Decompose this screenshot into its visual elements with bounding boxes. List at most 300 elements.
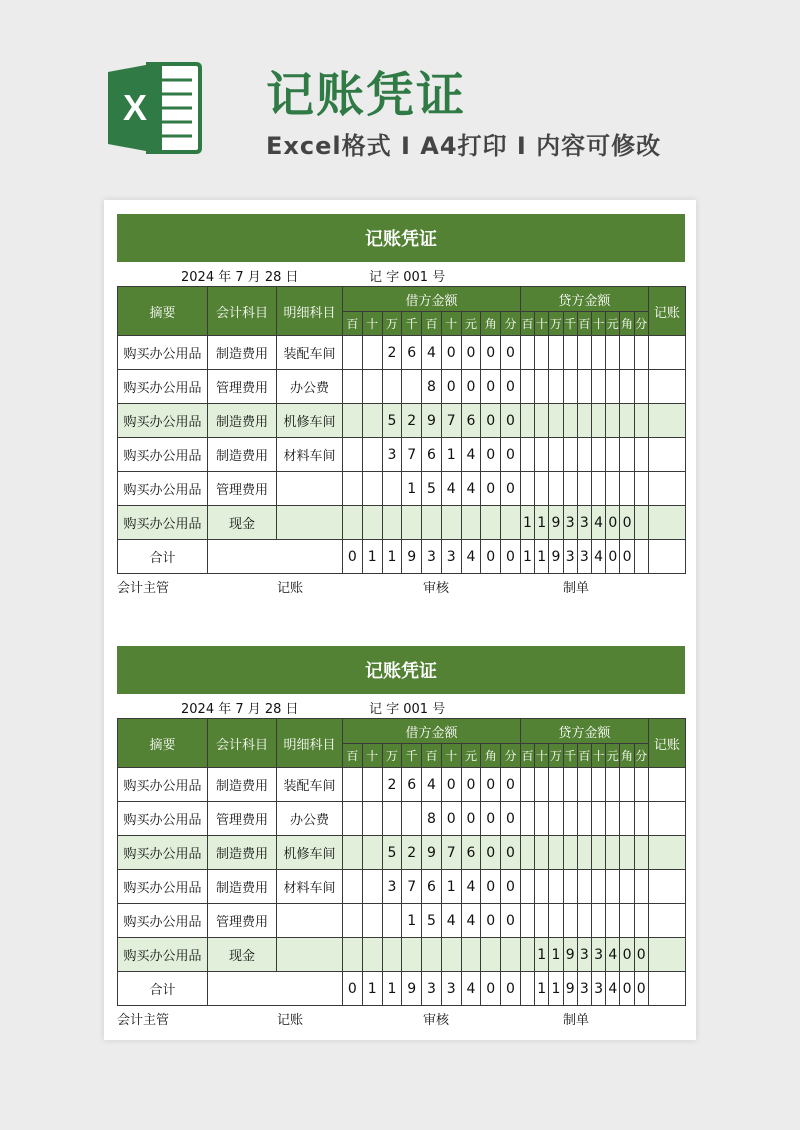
cell-credit-digit[interactable] [634, 802, 648, 836]
cell-debit-digit[interactable] [382, 472, 402, 506]
cell-credit-digit[interactable] [577, 836, 591, 870]
cell-credit-digit[interactable] [577, 404, 591, 438]
total-credit-digit[interactable]: 1 [520, 540, 534, 574]
total-credit-digit[interactable] [634, 540, 648, 574]
cell-credit-digit[interactable] [634, 438, 648, 472]
cell-debit-digit[interactable]: 6 [461, 404, 481, 438]
cell-credit-digit[interactable] [535, 904, 549, 938]
cell-debit-digit[interactable]: 0 [501, 870, 521, 904]
cell-debit-digit[interactable]: 0 [501, 904, 521, 938]
cell-credit-digit[interactable] [591, 836, 605, 870]
cell-credit-digit[interactable] [549, 768, 563, 802]
cell-debit-digit[interactable]: 4 [461, 472, 481, 506]
cell-debit-digit[interactable] [382, 904, 402, 938]
cell-detail[interactable] [277, 506, 343, 540]
cell-debit-digit[interactable]: 0 [481, 870, 501, 904]
cell-credit-digit[interactable]: 4 [606, 938, 620, 972]
cell-credit-digit[interactable] [634, 904, 648, 938]
cell-credit-digit[interactable]: 1 [549, 938, 563, 972]
cell-credit-digit[interactable] [577, 802, 591, 836]
cell-credit-digit[interactable] [549, 438, 563, 472]
cell-debit-digit[interactable] [402, 802, 422, 836]
cell-summary[interactable]: 购买办公用品 [118, 904, 208, 938]
total-debit-digit[interactable]: 4 [461, 540, 481, 574]
cell-debit-digit[interactable]: 0 [481, 404, 501, 438]
cell-debit-digit[interactable]: 0 [441, 802, 461, 836]
cell-debit-digit[interactable] [382, 370, 402, 404]
total-debit-digit[interactable]: 3 [441, 972, 461, 1006]
cell-credit-digit[interactable] [549, 904, 563, 938]
cell-posted[interactable] [648, 404, 685, 438]
cell-credit-digit[interactable]: 0 [620, 506, 634, 540]
cell-summary[interactable]: 购买办公用品 [118, 938, 208, 972]
total-debit-digit[interactable]: 1 [382, 972, 402, 1006]
cell-detail[interactable]: 装配车间 [277, 336, 343, 370]
total-credit-digit[interactable]: 9 [549, 540, 563, 574]
cell-credit-digit[interactable]: 0 [620, 938, 634, 972]
total-credit-digit[interactable]: 1 [535, 972, 549, 1006]
cell-debit-digit[interactable]: 0 [461, 802, 481, 836]
cell-credit-digit[interactable] [535, 472, 549, 506]
cell-debit-digit[interactable]: 4 [441, 472, 461, 506]
cell-credit-digit[interactable] [535, 870, 549, 904]
cell-detail[interactable]: 材料车间 [277, 438, 343, 472]
cell-account[interactable]: 现金 [208, 506, 277, 540]
cell-credit-digit[interactable] [606, 336, 620, 370]
cell-debit-digit[interactable]: 0 [501, 472, 521, 506]
cell-summary[interactable]: 购买办公用品 [118, 870, 208, 904]
cell-debit-digit[interactable] [402, 938, 422, 972]
cell-detail[interactable]: 装配车间 [277, 768, 343, 802]
cell-debit-digit[interactable]: 0 [481, 904, 501, 938]
cell-credit-digit[interactable] [563, 802, 577, 836]
cell-credit-digit[interactable] [563, 370, 577, 404]
cell-debit-digit[interactable]: 2 [402, 404, 422, 438]
cell-posted[interactable] [648, 336, 685, 370]
cell-debit-digit[interactable] [362, 938, 382, 972]
cell-debit-digit[interactable] [461, 506, 481, 540]
cell-credit-digit[interactable] [620, 370, 634, 404]
cell-credit-digit[interactable] [563, 768, 577, 802]
total-debit-digit[interactable]: 3 [422, 540, 442, 574]
total-credit-digit[interactable]: 4 [591, 540, 605, 574]
cell-credit-digit[interactable] [549, 370, 563, 404]
cell-debit-digit[interactable] [362, 904, 382, 938]
cell-debit-digit[interactable]: 5 [422, 472, 442, 506]
cell-debit-digit[interactable] [343, 938, 363, 972]
total-credit-digit[interactable]: 4 [606, 972, 620, 1006]
total-debit-digit[interactable]: 0 [481, 540, 501, 574]
cell-credit-digit[interactable] [591, 370, 605, 404]
cell-posted[interactable] [648, 506, 685, 540]
cell-account[interactable]: 制造费用 [208, 336, 277, 370]
cell-credit-digit[interactable] [620, 768, 634, 802]
cell-debit-digit[interactable] [362, 870, 382, 904]
cell-summary[interactable]: 购买办公用品 [118, 768, 208, 802]
cell-debit-digit[interactable]: 1 [402, 472, 422, 506]
total-debit-digit[interactable]: 1 [362, 540, 382, 574]
cell-credit-digit[interactable] [563, 870, 577, 904]
cell-debit-digit[interactable]: 0 [481, 438, 501, 472]
total-credit-digit[interactable]: 3 [577, 540, 591, 574]
cell-debit-digit[interactable] [501, 506, 521, 540]
cell-credit-digit[interactable] [563, 904, 577, 938]
cell-debit-digit[interactable] [362, 370, 382, 404]
cell-credit-digit[interactable] [520, 438, 534, 472]
cell-debit-digit[interactable]: 5 [422, 904, 442, 938]
cell-credit-digit[interactable] [520, 870, 534, 904]
cell-debit-digit[interactable]: 7 [441, 404, 461, 438]
cell-credit-digit[interactable] [520, 904, 534, 938]
cell-credit-digit[interactable] [620, 870, 634, 904]
cell-credit-digit[interactable] [577, 768, 591, 802]
cell-debit-digit[interactable]: 0 [481, 836, 501, 870]
cell-account[interactable]: 管理费用 [208, 904, 277, 938]
cell-debit-digit[interactable]: 0 [501, 370, 521, 404]
cell-credit-digit[interactable] [577, 438, 591, 472]
cell-credit-digit[interactable] [563, 472, 577, 506]
cell-credit-digit[interactable] [620, 336, 634, 370]
cell-account[interactable]: 制造费用 [208, 438, 277, 472]
cell-debit-digit[interactable]: 0 [501, 438, 521, 472]
cell-posted[interactable] [648, 904, 685, 938]
cell-credit-digit[interactable] [563, 404, 577, 438]
cell-credit-digit[interactable] [577, 904, 591, 938]
cell-debit-digit[interactable]: 9 [422, 404, 442, 438]
total-credit-digit[interactable]: 1 [535, 540, 549, 574]
cell-credit-digit[interactable] [634, 370, 648, 404]
cell-debit-digit[interactable]: 1 [441, 438, 461, 472]
cell-credit-digit[interactable] [606, 370, 620, 404]
cell-debit-digit[interactable] [422, 938, 442, 972]
cell-credit-digit[interactable] [549, 802, 563, 836]
cell-credit-digit[interactable] [549, 870, 563, 904]
cell-debit-digit[interactable] [343, 802, 363, 836]
total-credit-digit[interactable]: 3 [591, 972, 605, 1006]
cell-debit-digit[interactable]: 8 [422, 802, 442, 836]
cell-debit-digit[interactable]: 5 [382, 404, 402, 438]
cell-credit-digit[interactable] [634, 768, 648, 802]
cell-debit-digit[interactable] [382, 802, 402, 836]
total-debit-digit[interactable]: 0 [343, 972, 363, 1006]
cell-debit-digit[interactable]: 0 [461, 768, 481, 802]
cell-account[interactable]: 管理费用 [208, 472, 277, 506]
cell-credit-digit[interactable] [606, 768, 620, 802]
total-credit-digit[interactable]: 1 [549, 972, 563, 1006]
cell-detail[interactable]: 办公费 [277, 370, 343, 404]
cell-credit-digit[interactable] [577, 336, 591, 370]
cell-posted[interactable] [648, 472, 685, 506]
cell-credit-digit[interactable] [634, 336, 648, 370]
cell-credit-digit[interactable] [535, 370, 549, 404]
cell-credit-digit[interactable] [535, 802, 549, 836]
cell-posted[interactable] [648, 938, 685, 972]
cell-debit-digit[interactable] [362, 506, 382, 540]
total-posted[interactable] [648, 972, 685, 1006]
cell-debit-digit[interactable] [481, 506, 501, 540]
cell-credit-digit[interactable]: 3 [563, 506, 577, 540]
total-credit-digit[interactable]: 3 [577, 972, 591, 1006]
cell-credit-digit[interactable] [591, 438, 605, 472]
cell-credit-digit[interactable] [563, 336, 577, 370]
cell-debit-digit[interactable]: 4 [461, 438, 481, 472]
total-debit-digit[interactable]: 9 [402, 972, 422, 1006]
cell-debit-digit[interactable] [441, 506, 461, 540]
cell-debit-digit[interactable] [441, 938, 461, 972]
cell-summary[interactable]: 购买办公用品 [118, 836, 208, 870]
cell-credit-digit[interactable] [520, 370, 534, 404]
cell-credit-digit[interactable] [620, 904, 634, 938]
cell-debit-digit[interactable]: 8 [422, 370, 442, 404]
cell-debit-digit[interactable] [343, 404, 363, 438]
cell-debit-digit[interactable]: 0 [501, 336, 521, 370]
cell-debit-digit[interactable] [362, 802, 382, 836]
cell-debit-digit[interactable] [362, 438, 382, 472]
cell-credit-digit[interactable] [563, 836, 577, 870]
cell-credit-digit[interactable] [520, 404, 534, 438]
cell-credit-digit[interactable] [591, 336, 605, 370]
cell-credit-digit[interactable] [606, 904, 620, 938]
cell-credit-digit[interactable] [606, 472, 620, 506]
total-credit-digit[interactable]: 0 [606, 540, 620, 574]
cell-debit-digit[interactable]: 0 [441, 768, 461, 802]
cell-debit-digit[interactable]: 0 [501, 404, 521, 438]
cell-debit-digit[interactable]: 0 [441, 370, 461, 404]
total-debit-digit[interactable]: 4 [461, 972, 481, 1006]
cell-detail[interactable] [277, 904, 343, 938]
cell-debit-digit[interactable]: 0 [501, 768, 521, 802]
total-debit-digit[interactable]: 9 [402, 540, 422, 574]
cell-debit-digit[interactable] [343, 768, 363, 802]
cell-debit-digit[interactable]: 0 [481, 802, 501, 836]
cell-debit-digit[interactable]: 0 [481, 336, 501, 370]
cell-credit-digit[interactable] [606, 870, 620, 904]
cell-credit-digit[interactable] [591, 768, 605, 802]
cell-debit-digit[interactable]: 0 [501, 836, 521, 870]
cell-debit-digit[interactable] [343, 472, 363, 506]
cell-credit-digit[interactable] [591, 802, 605, 836]
cell-credit-digit[interactable] [549, 472, 563, 506]
cell-credit-digit[interactable] [520, 472, 534, 506]
cell-debit-digit[interactable]: 6 [422, 870, 442, 904]
cell-credit-digit[interactable] [620, 836, 634, 870]
cell-credit-digit[interactable]: 9 [563, 938, 577, 972]
cell-detail[interactable]: 办公费 [277, 802, 343, 836]
cell-credit-digit[interactable]: 3 [577, 938, 591, 972]
cell-debit-digit[interactable]: 0 [441, 336, 461, 370]
cell-debit-digit[interactable]: 5 [382, 836, 402, 870]
cell-credit-digit[interactable] [591, 472, 605, 506]
cell-debit-digit[interactable] [402, 506, 422, 540]
cell-credit-digit[interactable] [520, 802, 534, 836]
cell-debit-digit[interactable]: 6 [402, 768, 422, 802]
cell-debit-digit[interactable] [343, 904, 363, 938]
cell-account[interactable]: 管理费用 [208, 802, 277, 836]
total-credit-digit[interactable]: 0 [634, 972, 648, 1006]
cell-credit-digit[interactable]: 0 [606, 506, 620, 540]
cell-debit-digit[interactable] [501, 938, 521, 972]
cell-credit-digit[interactable] [520, 836, 534, 870]
cell-debit-digit[interactable]: 4 [422, 336, 442, 370]
cell-summary[interactable]: 购买办公用品 [118, 472, 208, 506]
cell-credit-digit[interactable] [535, 336, 549, 370]
total-debit-digit[interactable]: 0 [501, 540, 521, 574]
cell-posted[interactable] [648, 836, 685, 870]
cell-debit-digit[interactable]: 4 [422, 768, 442, 802]
cell-credit-digit[interactable] [577, 870, 591, 904]
cell-debit-digit[interactable]: 2 [382, 336, 402, 370]
cell-debit-digit[interactable]: 6 [402, 336, 422, 370]
cell-credit-digit[interactable] [535, 404, 549, 438]
cell-debit-digit[interactable] [343, 870, 363, 904]
cell-debit-digit[interactable] [343, 370, 363, 404]
total-credit-digit[interactable]: 0 [620, 540, 634, 574]
cell-debit-digit[interactable]: 7 [402, 870, 422, 904]
cell-debit-digit[interactable] [382, 506, 402, 540]
cell-credit-digit[interactable] [520, 938, 534, 972]
cell-summary[interactable]: 购买办公用品 [118, 506, 208, 540]
cell-summary[interactable]: 购买办公用品 [118, 802, 208, 836]
cell-credit-digit[interactable] [535, 438, 549, 472]
total-debit-digit[interactable]: 3 [422, 972, 442, 1006]
cell-credit-digit[interactable] [620, 438, 634, 472]
cell-posted[interactable] [648, 438, 685, 472]
cell-debit-digit[interactable]: 1 [402, 904, 422, 938]
cell-debit-digit[interactable]: 6 [422, 438, 442, 472]
cell-credit-digit[interactable] [606, 438, 620, 472]
cell-debit-digit[interactable]: 2 [382, 768, 402, 802]
cell-debit-digit[interactable]: 2 [402, 836, 422, 870]
total-debit-digit[interactable]: 1 [362, 972, 382, 1006]
cell-debit-digit[interactable]: 0 [481, 768, 501, 802]
cell-credit-digit[interactable] [591, 404, 605, 438]
cell-credit-digit[interactable] [577, 472, 591, 506]
total-credit-digit[interactable]: 9 [563, 972, 577, 1006]
cell-credit-digit[interactable] [634, 404, 648, 438]
cell-credit-digit[interactable]: 3 [591, 938, 605, 972]
cell-debit-digit[interactable] [422, 506, 442, 540]
cell-credit-digit[interactable]: 1 [535, 938, 549, 972]
cell-debit-digit[interactable]: 6 [461, 836, 481, 870]
cell-account[interactable]: 管理费用 [208, 370, 277, 404]
cell-posted[interactable] [648, 370, 685, 404]
total-debit-digit[interactable]: 3 [441, 540, 461, 574]
cell-credit-digit[interactable] [620, 404, 634, 438]
cell-credit-digit[interactable] [634, 836, 648, 870]
cell-debit-digit[interactable]: 3 [382, 870, 402, 904]
cell-debit-digit[interactable]: 0 [481, 472, 501, 506]
cell-credit-digit[interactable]: 3 [577, 506, 591, 540]
cell-credit-digit[interactable]: 1 [535, 506, 549, 540]
cell-debit-digit[interactable]: 3 [382, 438, 402, 472]
cell-debit-digit[interactable] [343, 836, 363, 870]
cell-debit-digit[interactable] [343, 506, 363, 540]
cell-detail[interactable] [277, 472, 343, 506]
cell-debit-digit[interactable] [461, 938, 481, 972]
cell-debit-digit[interactable] [382, 938, 402, 972]
cell-account[interactable]: 制造费用 [208, 768, 277, 802]
total-debit-digit[interactable]: 0 [343, 540, 363, 574]
cell-detail[interactable]: 材料车间 [277, 870, 343, 904]
cell-credit-digit[interactable] [606, 802, 620, 836]
cell-credit-digit[interactable] [591, 870, 605, 904]
cell-credit-digit[interactable] [520, 336, 534, 370]
total-credit-digit[interactable] [520, 972, 534, 1006]
cell-posted[interactable] [648, 802, 685, 836]
cell-account[interactable]: 制造费用 [208, 870, 277, 904]
cell-credit-digit[interactable]: 1 [520, 506, 534, 540]
cell-debit-digit[interactable]: 0 [461, 336, 481, 370]
cell-credit-digit[interactable] [620, 802, 634, 836]
cell-debit-digit[interactable]: 7 [402, 438, 422, 472]
cell-detail[interactable]: 机修车间 [277, 404, 343, 438]
total-debit-digit[interactable]: 1 [382, 540, 402, 574]
cell-debit-digit[interactable] [362, 768, 382, 802]
total-debit-digit[interactable]: 0 [501, 972, 521, 1006]
cell-debit-digit[interactable]: 9 [422, 836, 442, 870]
cell-debit-digit[interactable]: 4 [461, 870, 481, 904]
cell-debit-digit[interactable]: 7 [441, 836, 461, 870]
cell-credit-digit[interactable] [591, 904, 605, 938]
cell-debit-digit[interactable] [362, 836, 382, 870]
cell-credit-digit[interactable]: 4 [591, 506, 605, 540]
cell-credit-digit[interactable] [535, 836, 549, 870]
cell-credit-digit[interactable] [634, 870, 648, 904]
cell-account[interactable]: 现金 [208, 938, 277, 972]
cell-credit-digit[interactable] [535, 768, 549, 802]
total-debit-digit[interactable]: 0 [481, 972, 501, 1006]
cell-debit-digit[interactable]: 1 [441, 870, 461, 904]
cell-account[interactable]: 制造费用 [208, 836, 277, 870]
cell-debit-digit[interactable] [402, 370, 422, 404]
cell-summary[interactable]: 购买办公用品 [118, 370, 208, 404]
cell-debit-digit[interactable]: 0 [461, 370, 481, 404]
cell-detail[interactable] [277, 938, 343, 972]
cell-credit-digit[interactable] [577, 370, 591, 404]
total-credit-digit[interactable]: 3 [563, 540, 577, 574]
cell-summary[interactable]: 购买办公用品 [118, 438, 208, 472]
cell-debit-digit[interactable] [343, 336, 363, 370]
cell-detail[interactable]: 机修车间 [277, 836, 343, 870]
cell-debit-digit[interactable]: 0 [501, 802, 521, 836]
cell-debit-digit[interactable] [362, 472, 382, 506]
cell-debit-digit[interactable] [481, 938, 501, 972]
cell-credit-digit[interactable] [549, 836, 563, 870]
cell-debit-digit[interactable]: 4 [461, 904, 481, 938]
cell-credit-digit[interactable]: 0 [634, 938, 648, 972]
cell-credit-digit[interactable]: 9 [549, 506, 563, 540]
cell-debit-digit[interactable] [343, 438, 363, 472]
cell-credit-digit[interactable] [634, 472, 648, 506]
cell-account[interactable]: 制造费用 [208, 404, 277, 438]
cell-credit-digit[interactable] [606, 836, 620, 870]
cell-debit-digit[interactable]: 4 [441, 904, 461, 938]
cell-credit-digit[interactable] [563, 438, 577, 472]
cell-credit-digit[interactable] [606, 404, 620, 438]
total-posted[interactable] [648, 540, 685, 574]
cell-credit-digit[interactable] [549, 404, 563, 438]
cell-summary[interactable]: 购买办公用品 [118, 404, 208, 438]
cell-posted[interactable] [648, 870, 685, 904]
cell-credit-digit[interactable] [549, 336, 563, 370]
cell-debit-digit[interactable] [362, 336, 382, 370]
cell-posted[interactable] [648, 768, 685, 802]
cell-credit-digit[interactable] [634, 506, 648, 540]
cell-summary[interactable]: 购买办公用品 [118, 336, 208, 370]
cell-credit-digit[interactable] [520, 768, 534, 802]
cell-debit-digit[interactable] [362, 404, 382, 438]
cell-debit-digit[interactable]: 0 [481, 370, 501, 404]
